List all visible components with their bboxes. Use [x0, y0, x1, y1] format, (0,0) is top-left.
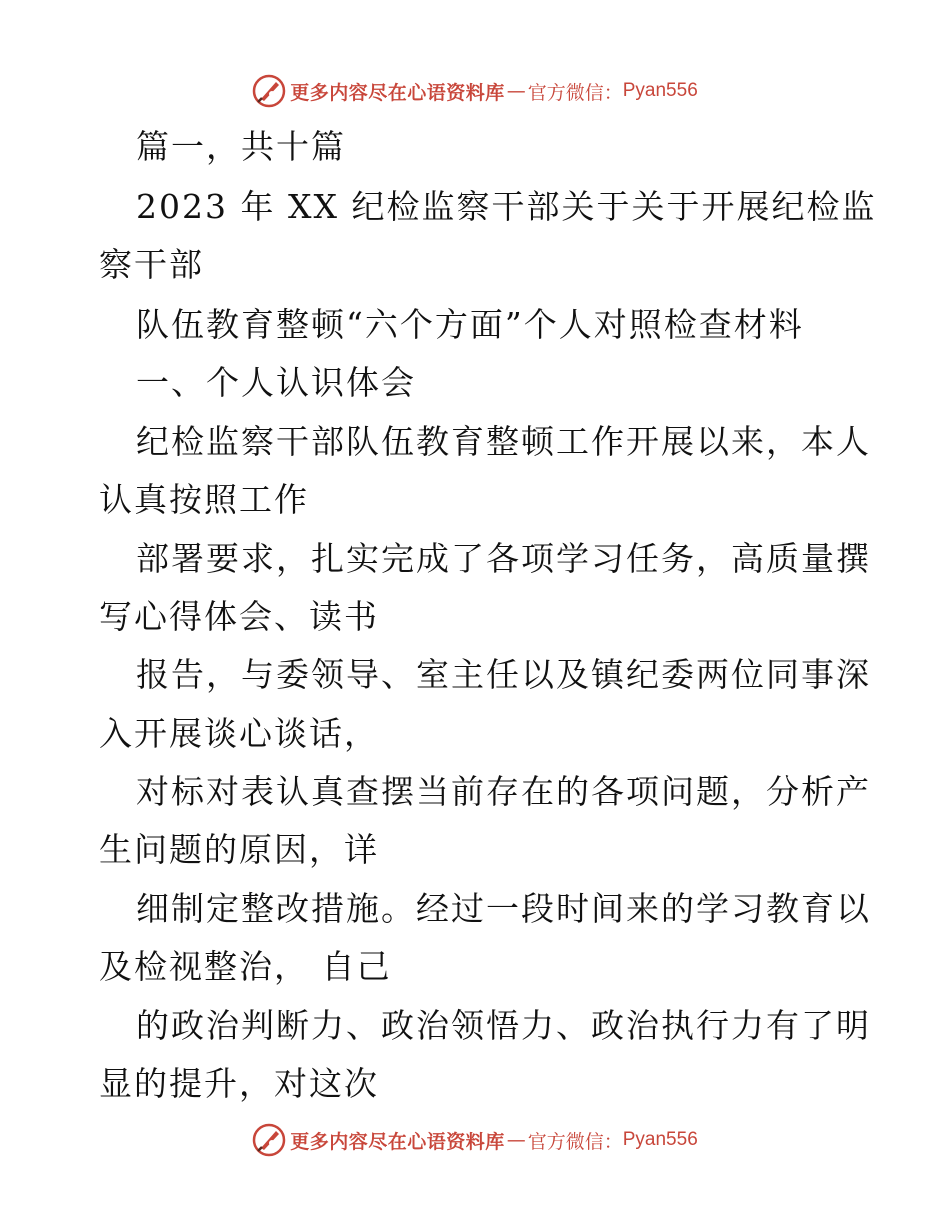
doc-line-paragraph: 部署要求，扎实完成了各项学习任务，高质量撰: [136, 539, 871, 578]
banner-separator: —: [506, 80, 526, 102]
doc-line-paragraph: 报告，与委领导、室主任以及镇纪委两位同事深: [136, 655, 871, 694]
quill-pen-logo-icon: [252, 74, 286, 108]
doc-line-title-part3: 队伍教育整顿“六个方面”个人对照检查材料: [136, 305, 804, 344]
banner-wechat-label: 官方微信：: [527, 81, 623, 104]
doc-line-paragraph: 显的提升，对这次: [99, 1064, 379, 1103]
doc-line-paragraph: 对标对表认真查摆当前存在的各项问题，分析产: [136, 772, 871, 811]
doc-line-subheading: 一、个人认识体会: [136, 363, 416, 402]
doc-line-paragraph: 的政治判断力、政治领悟力、政治执行力有了明: [136, 1006, 871, 1045]
header-banner: [0, 71, 950, 111]
banner-wechat-id: Pyan556: [622, 1129, 698, 1150]
banner-brand-text: 更多内容尽在心语资料库: [290, 81, 505, 104]
doc-line-paragraph: 写心得体会、读书: [99, 597, 379, 636]
footer-banner: [0, 1120, 950, 1160]
doc-line-title-part1: 2023 年 XX 纪检监察干部关于关于开展纪检监: [136, 187, 877, 226]
banner-wechat-id: Pyan556: [622, 80, 698, 101]
banner-separator: —: [506, 1129, 526, 1151]
banner-brand-text: 更多内容尽在心语资料库: [290, 1130, 505, 1153]
doc-line-paragraph: 及检视整治， 自己: [99, 947, 392, 986]
quill-pen-logo-icon: [252, 1123, 286, 1157]
doc-line-title-part2: 察干部: [99, 245, 204, 284]
doc-line-paragraph: 纪检监察干部队伍教育整顿工作开展以来，本人: [136, 422, 871, 461]
doc-line-section-heading: 篇一，共十篇: [136, 127, 346, 166]
banner-wechat-label: 官方微信：: [527, 1130, 623, 1153]
doc-line-paragraph: 认真按照工作: [99, 480, 309, 519]
doc-line-paragraph: 细制定整改措施。经过一段时间来的学习教育以: [136, 889, 871, 928]
doc-line-paragraph: 生问题的原因，详: [99, 830, 379, 869]
doc-line-paragraph: 入开展谈心谈话，: [99, 714, 379, 753]
